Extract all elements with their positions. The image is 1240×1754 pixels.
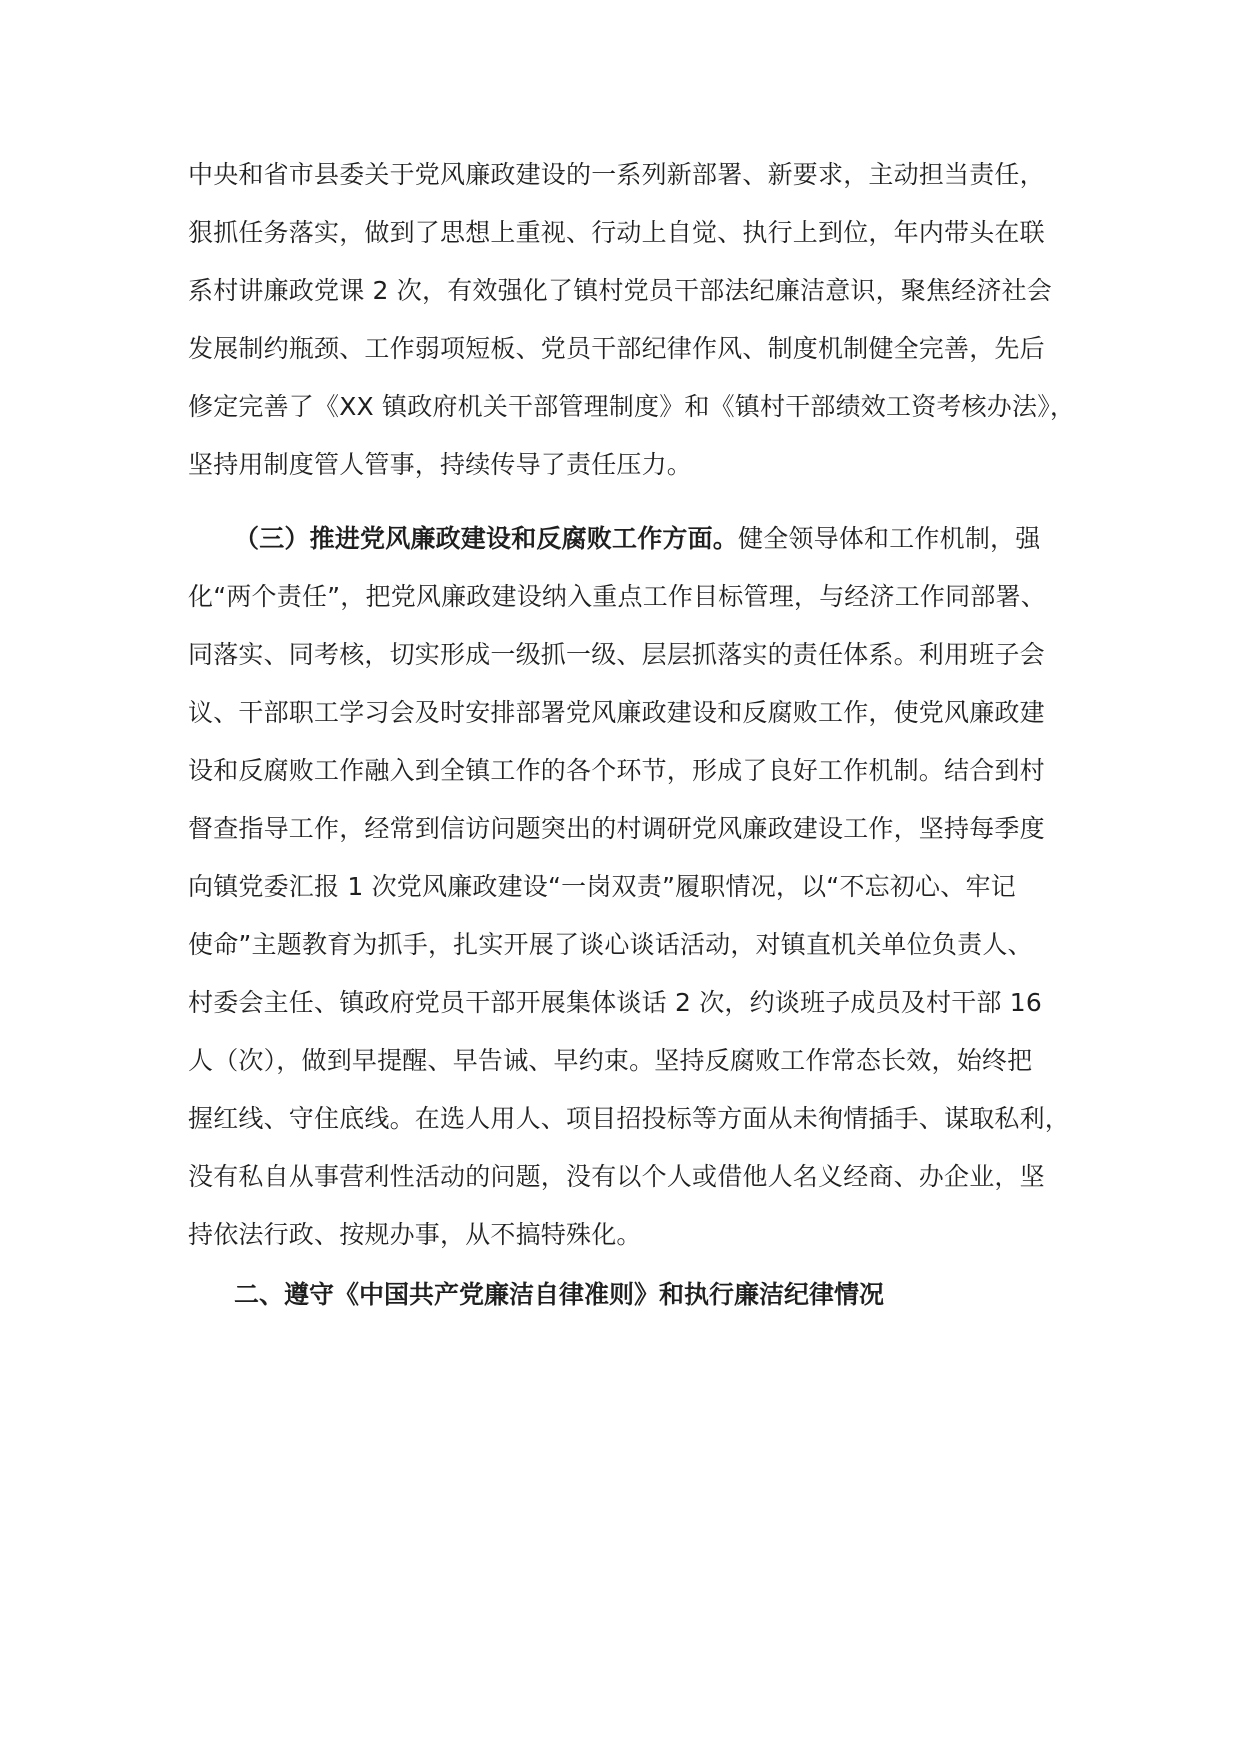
paragraph-line: 使命”主题教育为抓手，扎实开展了谈心谈话活动，对镇直机关单位负责人、 bbox=[188, 930, 1033, 959]
paragraph-line: 持依法行政、按规办事，从不搞特殊化。 bbox=[188, 1220, 642, 1249]
paragraph-line: 督查指导工作，经常到信访问题突出的村调研党风廉政建设工作，坚持每季度 bbox=[188, 814, 1045, 843]
paragraph-line: 修定完善了《XX 镇政府机关干部管理制度》和《镇村干部绩效工资考核办法》， bbox=[188, 392, 1076, 421]
paragraph-line: 议、干部职工学习会及时安排部署党风廉政建设和反腐败工作，使党风廉政建 bbox=[188, 698, 1045, 727]
paragraph-line: 没有私自从事营利性活动的问题，没有以个人或借他人名义经商、办企业，坚 bbox=[188, 1162, 1045, 1191]
section3-first-line bbox=[234, 524, 1090, 554]
paragraph-line: 向镇党委汇报 1 次党风廉政建设“一岗双责”履职情况，以“不忘初心、牢记 bbox=[188, 872, 1016, 901]
paragraph-line: 坚持用制度管人管事，持续传导了责任压力。 bbox=[188, 450, 693, 479]
section-heading: 二、遵守《中国共产党廉洁自律准则》和执行廉洁纪律情况 bbox=[234, 1280, 885, 1309]
paragraph-line: 发展制约瓶颈、工作弱项短板、党员干部纪律作风、制度机制健全完善，先后 bbox=[188, 334, 1045, 363]
paragraph-line: 村委会主任、镇政府党员干部开展集体谈话 2 次，约谈班子成员及村干部 16 bbox=[188, 988, 1042, 1017]
paragraph-line: 握红线、守住底线。在选人用人、项目招投标等方面从未徇情插手、谋取私利， bbox=[188, 1104, 1071, 1133]
paragraph-line: 中央和省市县委关于党风廉政建设的一系列新部署、新要求，主动担当责任， bbox=[188, 160, 1045, 189]
section3-title: （三）推进党风廉政建设和反腐败工作方面。 bbox=[234, 524, 739, 553]
paragraph-line: 同落实、同考核，切实形成一级抓一级、层层抓落实的责任体系。利用班子会 bbox=[188, 640, 1045, 669]
paragraph-line: 狠抓任务落实，做到了思想上重视、行动上自觉、执行上到位，年内带头在联 bbox=[188, 218, 1045, 247]
paragraph-line: 设和反腐败工作融入到全镇工作的各个环节，形成了良好工作机制。结合到村 bbox=[188, 756, 1045, 785]
section3-first-line-text: 健全领导体和工作机制，强 bbox=[738, 524, 1041, 553]
paragraph-line: 人（次），做到早提醒、早告诫、早约束。坚持反腐败工作常态长效，始终把 bbox=[188, 1046, 1033, 1075]
paragraph-line: 系村讲廉政党课 2 次，有效强化了镇村党员干部法纪廉洁意识，聚焦经济社会 bbox=[188, 276, 1053, 305]
paragraph-line: 化“两个责任”，把党风廉政建设纳入重点工作目标管理，与经济工作同部署、 bbox=[188, 582, 1046, 611]
